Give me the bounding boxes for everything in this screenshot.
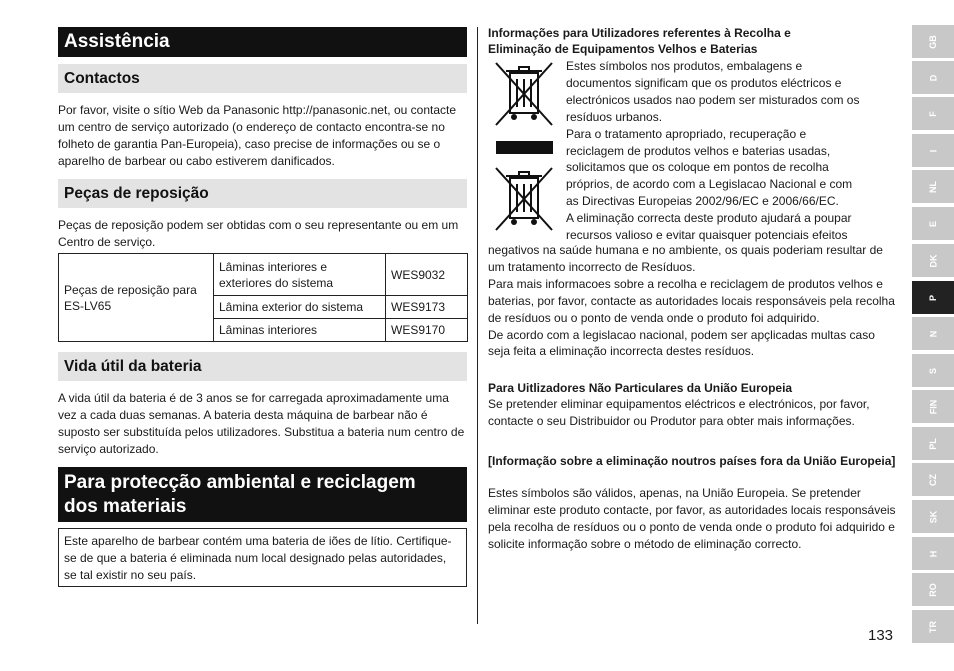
part-code: WES9032 — [386, 254, 468, 296]
lang-tab-label: I — [927, 149, 938, 152]
part-name: Lâminas interiores — [214, 319, 386, 342]
lang-tab-tr[interactable] — [912, 610, 954, 643]
environment-box: Este aparelho de barbear contém uma bateria de iões de lítio. Certifique-se de que a bateria é eliminada num local designado pelas autoridades, se tal existir no seu país. — [58, 528, 467, 587]
disposal-paragraph: Para mais informacoes sobre a recolha e reciclagem de produtos velhos e baterias, por favor, contacte as autoridades locais responsáveis pela recolha de resíduos ou o ponto de venda onde o produto foi adquirido. — [488, 276, 895, 325]
lang-tab-label: D — [928, 74, 938, 81]
crossed-bin-battery-icon — [493, 164, 555, 234]
lang-tab-label: PL — [927, 437, 938, 450]
text-line: documentos significam que os produtos eléctricos e — [566, 75, 842, 90]
page-number: 133 — [868, 627, 894, 644]
lang-tab-label: NL — [928, 180, 938, 193]
business-text: Se pretender eliminar equipamentos eléctricos e electrónicos, por favor, contacte o seu Distribuidor ou Produtor para obter mais informações. — [488, 397, 870, 428]
text-line: A eliminação correcta deste produto ajudará a poupar — [566, 211, 852, 226]
lang-tab-label: F — [928, 110, 938, 117]
lang-tab-cz[interactable] — [912, 463, 954, 496]
disposal-paragraph: De acordo com a legislacao nacional, podem ser apçlicadas multas caso seja feita a eliminação incorrecta destes resíduos. — [488, 327, 875, 359]
part-name: Lâminas interiores e exteriores do sistema — [214, 254, 386, 296]
lang-tab-dk[interactable] — [912, 244, 954, 277]
lang-tab-n[interactable] — [912, 317, 954, 350]
text-line: as Directivas Europeias 2002/96/EC e 2006/66/EC. — [566, 194, 839, 209]
part-code: WES9170 — [386, 319, 468, 342]
disposal-paragraph: negativos na saúde humana e no ambiente, os quais poderiam resultar de um tratamento incorrecto de Resíduos. — [488, 243, 883, 274]
lang-tab-p[interactable] — [912, 281, 954, 314]
lang-tab-fin[interactable] — [912, 390, 954, 423]
lang-tab-d[interactable] — [912, 61, 954, 94]
lang-tab-pl[interactable] — [912, 427, 954, 460]
text-line: próprios, de acordo com a Legislacao Nacional e com — [566, 177, 853, 192]
contacts-heading: Contactos — [58, 64, 467, 93]
lang-tab-label: H — [928, 550, 938, 557]
lang-tab-s[interactable] — [912, 354, 954, 387]
lang-tab-label: RO — [928, 582, 938, 597]
lang-tab-e[interactable] — [912, 207, 954, 240]
text-line: recursos valioso e evitar quaisquer potenciais efeitos — [566, 228, 848, 243]
disposal-full-text — [488, 242, 898, 360]
disposal-heading-line2: Eliminação de Equipamentos Velhos e Baterias — [488, 42, 758, 56]
lang-tab-label: TR — [928, 620, 938, 633]
contacts-text: Por favor, visite o sítio Web da Panasonic http://panasonic.net, ou contacte um centro de serviço autorizado (o endereço de contacto encontra-se no folheto de garantia Pan-Europeia), caso precise de informações ou se o aparelho de barbear ou cabo estiverem danificados. — [58, 103, 457, 168]
lang-tab-gb[interactable] — [912, 25, 954, 58]
disposal-wrapped-text — [566, 58, 898, 244]
lang-tab-i[interactable] — [912, 134, 954, 167]
part-code: WES9173 — [386, 296, 468, 319]
parts-table — [58, 253, 468, 342]
lang-tab-label: P — [927, 294, 938, 301]
parts-text: Peças de reposição podem ser obtidas com o seu representante ou em um Centro de serviço. — [58, 218, 459, 249]
other-countries-text: Estes símbolos são válidos, apenas, na União Europeia. Se pretender eliminar este produto contacte, por favor, as autoridades locais responsáveis pela recolha de resíduos ou o ponto de venda onde o produto foi adquirido e solicite informação sobre o método de eliminação correcto. — [488, 486, 896, 551]
lang-tab-label: E — [927, 220, 938, 227]
lang-tab-label: SK — [927, 510, 938, 523]
lang-tab-h[interactable] — [912, 537, 954, 570]
text-line: solicitamos que os coloque em pontos de recolha — [566, 160, 829, 175]
other-countries-heading: [Informação sobre a eliminação noutros países fora da União Europeia] — [488, 454, 896, 468]
lang-tab-ro[interactable] — [912, 573, 954, 606]
environment-title-line1: Para protecção ambiental e reciclagem — [64, 472, 416, 493]
lang-tab-label: CZ — [928, 473, 938, 486]
weee-bar — [496, 141, 553, 154]
environment-title — [58, 467, 467, 522]
text-line: Estes símbolos nos produtos, embalagens e — [566, 59, 803, 73]
lang-tab-label: DK — [928, 254, 938, 267]
text-line: Para o tratamento apropriado, recuperação e — [566, 126, 807, 141]
crossed-bin-icon — [493, 59, 555, 129]
lang-tab-nl[interactable] — [912, 170, 954, 203]
lang-tab-sk[interactable] — [912, 500, 954, 533]
parts-model-cell: Peças de reposição para ES-LV65 — [59, 254, 214, 342]
part-name: Lâmina exterior do sistema — [214, 296, 386, 319]
lang-tab-f[interactable] — [912, 97, 954, 130]
disposal-heading-line1: Informações para Utilizadores referentes à Recolha e — [488, 26, 791, 40]
column-divider — [477, 27, 478, 624]
lang-tab-label: FIN — [928, 399, 938, 414]
parts-heading: Peças de reposição — [58, 179, 467, 208]
lang-tab-label: S — [927, 367, 938, 374]
battery-heading: Vida útil da bateria — [58, 352, 467, 381]
business-heading: Para Uitlizadores Não Particulares da União Europeia — [488, 381, 793, 395]
battery-text: A vida útil da bateria é de 3 anos se for carregada aproximadamente uma vez a cada duas semanas. A bateria desta máquina de barbear não é suposto ser substituída pelos utilizadores. Substitua a bateria num centro de serviço autorizado. — [58, 391, 465, 456]
text-line: reciclagem de produtos velhos e baterias usadas, — [566, 143, 831, 158]
disposal-heading — [488, 25, 898, 57]
assistance-title: Assistência — [58, 27, 467, 57]
environment-title-line2: dos materiais — [64, 496, 187, 517]
lang-tab-label: N — [928, 330, 938, 337]
lang-tab-label: GB — [928, 34, 938, 49]
text-line: resíduos urbanos. — [566, 109, 663, 124]
text-line: electrónicos usados nao podem ser misturados com os — [566, 92, 860, 107]
